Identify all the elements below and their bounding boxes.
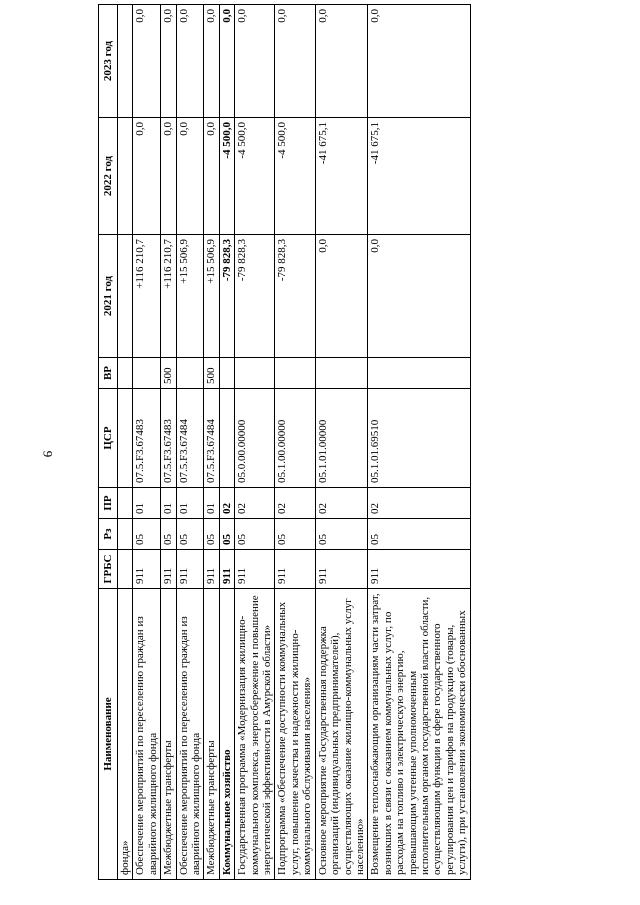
- cell-name: Обеспечение мероприятий по переселению граждан из аварийного жилищного фонда: [133, 589, 161, 880]
- cell-grbs: 911: [219, 550, 234, 589]
- table-row: [161, 5, 176, 880]
- cell-2023: 0,0: [315, 5, 368, 118]
- cell-csr: [118, 389, 133, 488]
- cell-pr: 01: [204, 488, 219, 519]
- table-row: [133, 5, 161, 880]
- cell-rz: 05: [368, 519, 470, 550]
- cell-name: Межбюджетные трансферты: [204, 589, 219, 880]
- cell-vr: [118, 358, 133, 389]
- cell-vr: [176, 358, 204, 389]
- page-number: 9: [40, 450, 56, 458]
- cell-vr: [368, 358, 470, 389]
- cell-rz: 05: [161, 519, 176, 550]
- cell-vr: 500: [161, 358, 176, 389]
- header-2023: 2023 год: [99, 5, 118, 118]
- cell-vr: [219, 358, 234, 389]
- cell-vr: [133, 358, 161, 389]
- table-body: [118, 5, 471, 880]
- cell-name: фонда»: [118, 589, 133, 880]
- cell-grbs: 911: [235, 550, 275, 589]
- cell-2021: +15 506,9: [176, 235, 204, 358]
- cell-grbs: 911: [368, 550, 470, 589]
- budget-table: [98, 4, 471, 880]
- cell-2022: 0,0: [204, 118, 219, 235]
- cell-rz: 05: [219, 519, 234, 550]
- cell-2023: 0,0: [368, 5, 470, 118]
- cell-vr: [275, 358, 315, 389]
- cell-pr: 02: [219, 488, 234, 519]
- cell-2021: 0,0: [368, 235, 470, 358]
- cell-vr: 500: [204, 358, 219, 389]
- cell-pr: 02: [368, 488, 470, 519]
- cell-pr: [118, 488, 133, 519]
- cell-name: Коммунальное хозяйство: [219, 589, 234, 880]
- cell-2021: +116 210,7: [161, 235, 176, 358]
- cell-2023: 0,0: [275, 5, 315, 118]
- table-row: [235, 5, 275, 880]
- cell-rz: [118, 519, 133, 550]
- header-grbs: ГРБС: [99, 550, 118, 589]
- cell-name: Обеспечение мероприятий по переселению граждан из аварийного жилищного фонда: [176, 589, 204, 880]
- cell-grbs: [118, 550, 133, 589]
- header-rz: Рз: [99, 519, 118, 550]
- cell-2021: -79 828,3: [235, 235, 275, 358]
- cell-2023: 0,0: [235, 5, 275, 118]
- header-pr: ПР: [99, 488, 118, 519]
- cell-name: Основное мероприятие «Государственная поддержка организаций (индивидуальных предпринимателей), осуществляющих оказание жилищно-коммунальных услуг населению»: [315, 589, 368, 880]
- cell-rz: 05: [133, 519, 161, 550]
- cell-rz: 05: [176, 519, 204, 550]
- cell-grbs: 911: [176, 550, 204, 589]
- cell-csr: [219, 389, 234, 488]
- cell-grbs: 911: [133, 550, 161, 589]
- cell-pr: 02: [315, 488, 368, 519]
- cell-pr: 01: [133, 488, 161, 519]
- table-row: [275, 5, 315, 880]
- cell-2023: 0,0: [176, 5, 204, 118]
- cell-2022: 0,0: [133, 118, 161, 235]
- cell-2023: 0,0: [219, 5, 234, 118]
- cell-csr: 05.0.00.00000: [235, 389, 275, 488]
- cell-pr: 01: [176, 488, 204, 519]
- cell-2022: 0,0: [176, 118, 204, 235]
- cell-2022: -4 500,0: [235, 118, 275, 235]
- cell-2021: [118, 235, 133, 358]
- table-row: [176, 5, 204, 880]
- cell-2021: +116 210,7: [133, 235, 161, 358]
- cell-pr: 02: [275, 488, 315, 519]
- table-header-row: [99, 5, 118, 880]
- cell-2023: [118, 5, 133, 118]
- cell-pr: 02: [235, 488, 275, 519]
- cell-csr: 07.5.F3.67483: [133, 389, 161, 488]
- header-2022: 2022 год: [99, 118, 118, 235]
- cell-csr: 07.5.F3.67484: [204, 389, 219, 488]
- cell-name: Межбюджетные трансферты: [161, 589, 176, 880]
- cell-2023: 0,0: [161, 5, 176, 118]
- table-row: [368, 5, 470, 880]
- cell-2022: 0,0: [161, 118, 176, 235]
- header-csr: ЦСР: [99, 389, 118, 488]
- header-name: Наименование: [99, 589, 118, 880]
- cell-rz: 05: [315, 519, 368, 550]
- cell-rz: 05: [204, 519, 219, 550]
- cell-2022: -4 500,0: [219, 118, 234, 235]
- table-row: [219, 5, 234, 880]
- cell-2021: +15 506,9: [204, 235, 219, 358]
- cell-vr: [235, 358, 275, 389]
- cell-vr: [315, 358, 368, 389]
- table-row: [118, 5, 133, 880]
- cell-pr: 01: [161, 488, 176, 519]
- cell-csr: 05.1.01.69510: [368, 389, 470, 488]
- cell-grbs: 911: [204, 550, 219, 589]
- cell-name: Подпрограмма «Обеспечение доступности коммунальных услуг, повышение качества и надежности жилищно-коммунального обслуживания населения»: [275, 589, 315, 880]
- cell-2022: -4 500,0: [275, 118, 315, 235]
- cell-2022: [118, 118, 133, 235]
- cell-csr: 07.5.F3.67484: [176, 389, 204, 488]
- table-row: [204, 5, 219, 880]
- cell-2023: 0,0: [133, 5, 161, 118]
- cell-2023: 0,0: [204, 5, 219, 118]
- cell-name: Возмещение теплоснабжающим организациям части затрат, возникших в связи с оказанием коммунальных услуг, по расходам на топливо и электрическую энергию, превышающим учтенные уполномоченным исполнительным органом государственной власти области, осуществляющим функции в сфере государственного регулирования цен и тарифов на продукцию (товары, услуги), при установлении экономически обоснованных: [368, 589, 470, 880]
- cell-rz: 05: [275, 519, 315, 550]
- rotated-page: [98, 5, 471, 880]
- table-row: [315, 5, 368, 880]
- header-vr: ВР: [99, 358, 118, 389]
- cell-csr: 05.1.01.00000: [315, 389, 368, 488]
- cell-2022: -41 675,1: [368, 118, 470, 235]
- cell-2022: -41 675,1: [315, 118, 368, 235]
- header-2021: 2021 год: [99, 235, 118, 358]
- cell-csr: 07.5.F3.67483: [161, 389, 176, 488]
- cell-2021: 0,0: [315, 235, 368, 358]
- cell-grbs: 911: [161, 550, 176, 589]
- cell-rz: 05: [235, 519, 275, 550]
- cell-grbs: 911: [275, 550, 315, 589]
- cell-name: Государственная программа «Модернизация жилищно-коммунального комплекса, энергосбережение и повышение энергетической эффективности в Амурской области»: [235, 589, 275, 880]
- cell-csr: 05.1.00.00000: [275, 389, 315, 488]
- cell-grbs: 911: [315, 550, 368, 589]
- cell-2021: -79 828,3: [219, 235, 234, 358]
- cell-2021: -79 828,3: [275, 235, 315, 358]
